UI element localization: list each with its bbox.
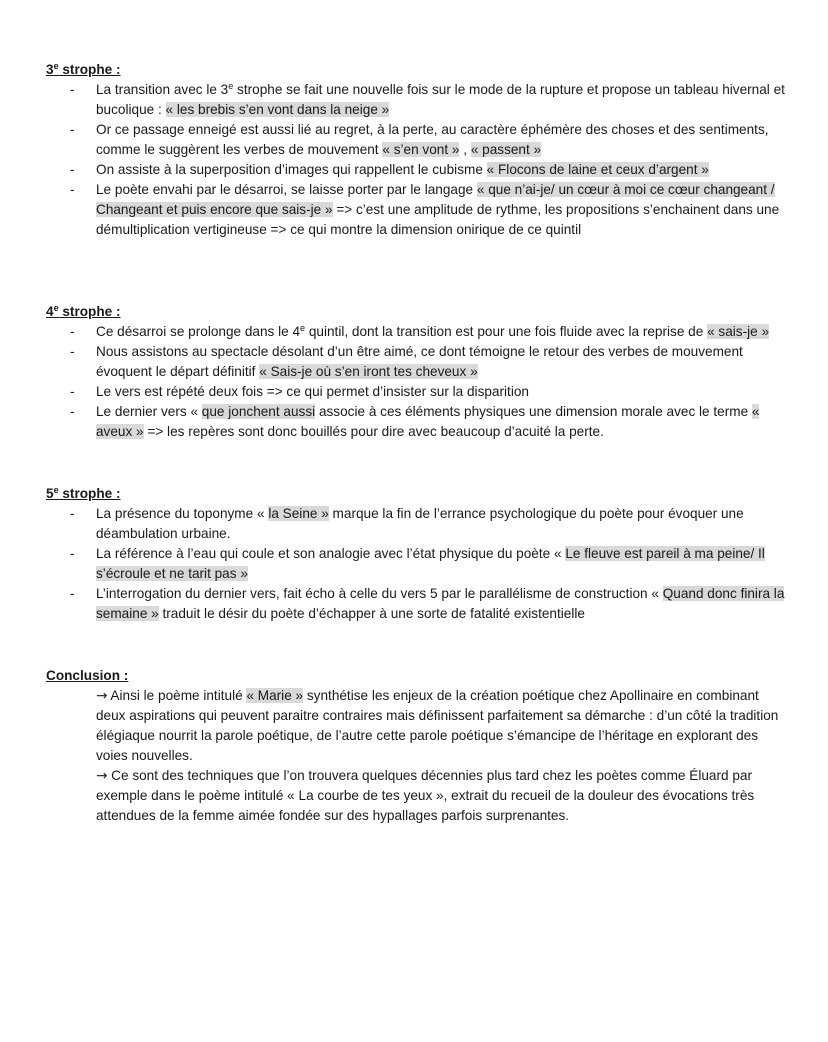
list-item: - Le dernier vers « que jonchent aussi associe à ces éléments physiques une dimension morale avec le terme « aveux » => les repères sont donc bouillés pour dire avec beaucoup d’acuité la perte. (70, 404, 760, 439)
arrow-right-icon: → (96, 768, 108, 784)
section-heading: 3e strophe : (46, 61, 121, 77)
arrow-right-icon: → (96, 688, 108, 704)
list-item: - Or ce passage enneigé est aussi lié au regret, à la perte, au caractère éphémère des choses et des sentiments, comme le suggèrent les verbes de mouvement « s’en vont » , « passent » (70, 122, 769, 157)
section-strophe-3 (46, 60, 786, 240)
paragraph: → Ce sont des techniques que l’on trouvera quelques décennies plus tard chez les poètes comme Éluard par exemple dans le poème intitulé « La courbe de tes yeux », extrait du recueil de la douleur des évocations très attendues de la femme aimée fondée sur des hypallages parfois surprenantes. (96, 768, 755, 823)
section-heading: 5e strophe : (46, 485, 121, 501)
quote-highlight: Quand donc finira la semaine » (96, 586, 785, 621)
list-item: - On assiste à la superposition d’images qui rappellent le cubisme « Flocons de laine et ceux d’argent » (70, 162, 709, 177)
quote-highlight: « s’en vont » (382, 142, 460, 157)
section-strophe-4 (46, 302, 786, 442)
quote-highlight: « les brebis s’en vont dans la neige » (165, 102, 390, 117)
list-item: - Le poète envahi par le désarroi, se laisse porter par le langage « que n’ai-je/ un cœur à moi ce cœur changeant / Changeant et puis encore que sais-je » => c’est une amplitude de rythme, les propositions s’enchainent dans une démultiplication vertigineuse => ce qui montre la dimension onirique de ce quintil (70, 182, 780, 237)
list-item: - L’interrogation du dernier vers, fait écho à celle du vers 5 par le parallélisme de construction « Quand donc finira la semaine » traduit le désir du poète d’échapper à une sorte de fatalité existentielle (70, 586, 785, 621)
paragraph: → Ainsi le poème intitulé « Marie » synthétise les enjeux de la création poétique chez Apollinaire en combinant deux aspirations qui peuvent paraitre contraires mais définissent parfaitement sa démarche : d’un côté la tradition élégiaque nourrit la parole poétique, de l’autre cette parole poétique s’émancipe de l’héritage en explorant des voies nouvelles. (96, 688, 779, 763)
list-item: - Nous assistons au spectacle désolant d’un être aimé, ce dont témoigne le retour des verbes de mouvement évoquent le départ définitif « Sais-je où s’en iront tes cheveux » (70, 344, 743, 379)
quote-highlight: « Marie » (246, 688, 304, 703)
list-item: - La présence du toponyme « la Seine » marque la fin de l’errance psychologique du poète pour évoquer une déambulation urbaine. (70, 506, 744, 541)
quote-highlight: « aveux » (96, 404, 760, 439)
section-heading: Conclusion : (46, 668, 129, 683)
quote-highlight: « passent » (470, 142, 542, 157)
quote-highlight: la Seine » (268, 506, 329, 521)
quote-highlight: Le fleuve est pareil à ma peine/ Il s’écroule et ne tarit pas » (96, 546, 765, 581)
bullet-list (46, 80, 786, 240)
list-item: - Le vers est répété deux fois => ce qui permet d’insister sur la disparition (70, 384, 529, 399)
list-item: - La référence à l’eau qui coule et son analogie avec l’état physique du poète « Le fleuve est pareil à ma peine/ Il s’écroule et ne tarit pas » (70, 546, 765, 581)
conclusion-body (46, 686, 786, 826)
section-strophe-5 (46, 484, 786, 624)
quote-highlight: « Sais-je où s’en iront tes cheveux » (259, 364, 478, 379)
bullet-list (46, 322, 786, 442)
section-conclusion (46, 666, 786, 826)
quote-highlight: que jonchent aussi (201, 404, 316, 419)
section-heading: 4e strophe : (46, 303, 121, 319)
quote-highlight: « que n’ai-je/ un cœur à moi ce cœur changeant / Changeant et puis encore que sais-je » (96, 182, 775, 217)
quote-highlight: « Flocons de laine et ceux d’argent » (486, 162, 709, 177)
list-item: - La transition avec le 3e strophe se fait une nouvelle fois sur le mode de la rupture et propose un tableau hivernal et bucolique : « les brebis s’en vont dans la neige » (70, 81, 785, 117)
list-item: - Ce désarroi se prolonge dans le 4e quintil, dont la transition est pour une fois fluide avec la reprise de « sais-je » (70, 323, 770, 339)
quote-highlight: « sais-je » (707, 324, 770, 339)
bullet-list (46, 504, 786, 624)
